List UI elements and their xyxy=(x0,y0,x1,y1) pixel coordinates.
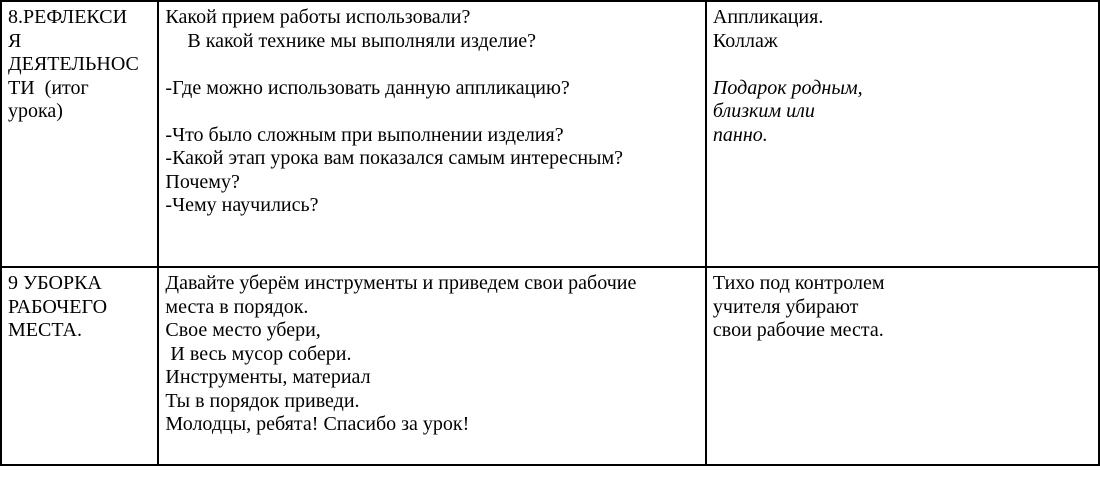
teacher-question: Какой прием работы использовали? xyxy=(165,6,471,28)
teacher-question: В какой технике мы выполняли изделие? xyxy=(187,29,537,52)
table-row-cleanup xyxy=(1,267,1099,465)
table-row-reflection xyxy=(1,1,1099,267)
student-cell-reflection xyxy=(706,1,1099,267)
teacher-cell-cleanup xyxy=(158,267,705,465)
student-cell-cleanup xyxy=(706,267,1099,465)
teacher-text-line: Инструменты, материал xyxy=(165,366,371,388)
teacher-text-line: Давайте уберём инструменты и приведем свои рабочие xyxy=(165,272,637,294)
teacher-text-line: места в порядок. xyxy=(165,295,309,318)
stage-cell-cleanup xyxy=(1,267,158,465)
teacher-question: -Какой этап урока вам показался самым интересным? xyxy=(165,147,624,169)
teacher-question: -Что было сложным при выполнении изделия? xyxy=(165,123,564,146)
stage-text-line: 8.РЕФЛЕКСИ xyxy=(8,6,128,28)
student-answer-italic: Подарок родным, xyxy=(712,76,863,99)
student-answer: Аппликация. xyxy=(712,6,824,28)
teacher-question: -Где можно использовать данную аппликацию? xyxy=(165,76,570,99)
stage-text-line: МЕСТА. xyxy=(8,319,83,341)
blank-line xyxy=(165,53,700,77)
blank-line xyxy=(713,53,1094,77)
teacher-cell-reflection xyxy=(158,1,705,267)
teacher-text-line: Молодцы, ребята! Спасибо за урок! xyxy=(165,413,470,435)
teacher-text-line: Ты в порядок приведи. xyxy=(165,389,360,412)
teacher-text-line: Свое место убери, xyxy=(165,319,321,341)
student-answer-italic: близким или xyxy=(712,100,815,122)
student-text-line: Тихо под контролем xyxy=(712,272,885,294)
student-text-line: свои рабочие места. xyxy=(712,319,884,341)
stage-text-line: ДЕЯТЕЛЬНОС xyxy=(8,53,139,75)
teacher-question: Почему? xyxy=(165,170,240,193)
stage-text-line: Я xyxy=(8,29,22,52)
stage-text-line: РАБОЧЕГО xyxy=(8,295,108,318)
stage-text-line: урока) xyxy=(8,100,63,122)
student-answer: Коллаж xyxy=(712,29,778,52)
stage-text-line: ТИ (итог xyxy=(8,76,89,99)
stage-cell-reflection xyxy=(1,1,158,267)
teacher-text-line: И весь мусор собери. xyxy=(165,342,352,365)
student-text-line: учителя убирают xyxy=(712,295,859,318)
blank-line xyxy=(165,100,700,124)
student-answer-italic: панно. xyxy=(712,123,768,146)
teacher-question: -Чему научились? xyxy=(165,194,319,216)
stage-text-line: 9 УБОРКА xyxy=(8,272,102,294)
